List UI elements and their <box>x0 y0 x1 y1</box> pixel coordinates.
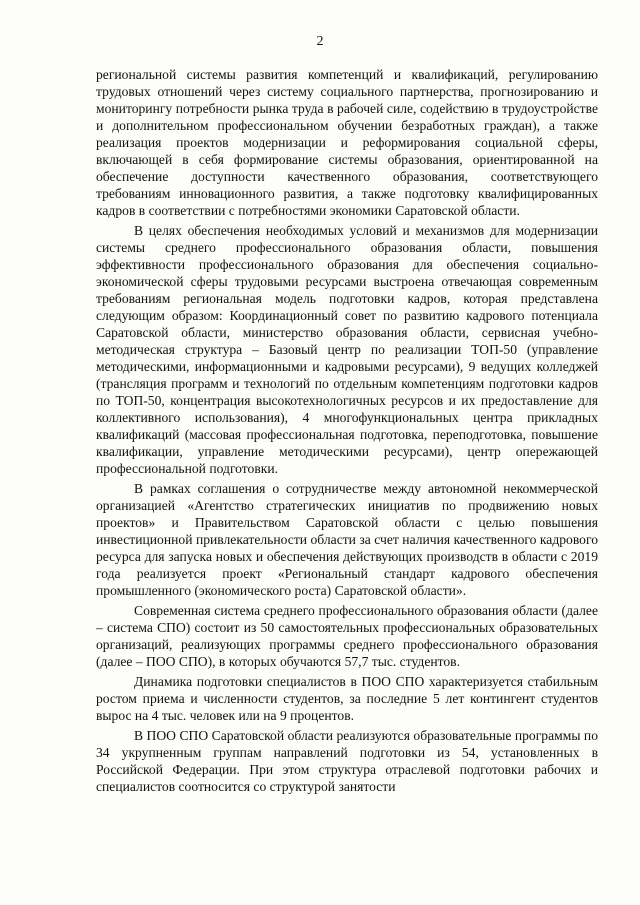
paragraph-regional-model: В целях обеспечения необходимых условий и механизмов для модернизации системы среднего профессионального образования области, повышения эффективности профессионального образования для обеспечения социально-экономической сферы трудовыми ресурсами выстроена отвечающая современным требованиям региональная модель подготовки кадров, которая представлена следующим образом: Координационный совет по развитию кадрового потенциала Саратовской области, министерство образования области, сервисная учебно-методическая структура – Базовый центр по реализации ТОП-50 (управление методическими, информационными и кадровыми ресурсами), 9 ведущих колледжей (трансляция программ и технологий по отдельным компетенциям подготовки кадров по ТОП-50, концентрация высокотехнологичных ресурсов и их предоставление для коллективного использования), 4 многофункциональных центра прикладных квалификаций (массовая профессиональная подготовка, переподготовка, повышение квалификации, управление методическими ресурсами), центр опережающей профессиональной подготовки. <box>96 223 598 476</box>
paragraph-programs: В ПОО СПО Саратовской области реализуются образовательные программы по 34 укрупненным группам направлений подготовки из 54, установленных в Российской Федерации. При этом структура отраслевой подготовки рабочих и специалистов соотносится со структурой занятости <box>96 728 598 794</box>
paragraph-asi-agreement: В рамках соглашения о сотрудничестве между автономной некоммерческой организацией «Агентство стратегических инициатив по продвижению новых проектов» и Правительством Саратовской области с целью повышения инвестиционной привлекательности области за счет наличия качественного кадрового ресурса для запуска новых и обеспечения действующих производств в области с 2019 года реализуется проект «Региональный стандарт кадрового обеспечения промышленного (экономического роста) Саратовской области». <box>96 481 598 598</box>
paragraph-spo-system: Современная система среднего профессионального образования области (далее – система СПО) состоит из 50 самостоятельных профессиональных образовательных организаций, реализующих программы среднего профессионального образования (далее – ПОО СПО), в которых обучаются 57,7 тыс. студентов. <box>96 603 598 669</box>
document-body <box>96 66 598 798</box>
paragraph-continuation: региональной системы развития компетенций и квалификаций, регулированию трудовых отношений через систему социального партнерства, прогнозированию и мониторингу потребности рынка труда в рабочей силе, содействию в трудоустройстве и дополнительном профессиональном обучении безработных граждан), а также реализация проектов модернизации и реформирования социальной сферы, включающей в себя формирование системы образования, ориентированной на обеспечение доступности качественного образования, соответствующего требованиям инновационного развития, а также подготовку квалифицированных кадров в соответствии с потребностями экономики Саратовской области. <box>96 67 598 218</box>
page-number: 2 <box>316 34 324 49</box>
paragraph-dynamics: Динамика подготовки специалистов в ПОО СПО характеризуется стабильным ростом приема и численности студентов, за последние 5 лет контингент студентов вырос на 4 тыс. человек или на 9 процентов. <box>96 674 598 723</box>
